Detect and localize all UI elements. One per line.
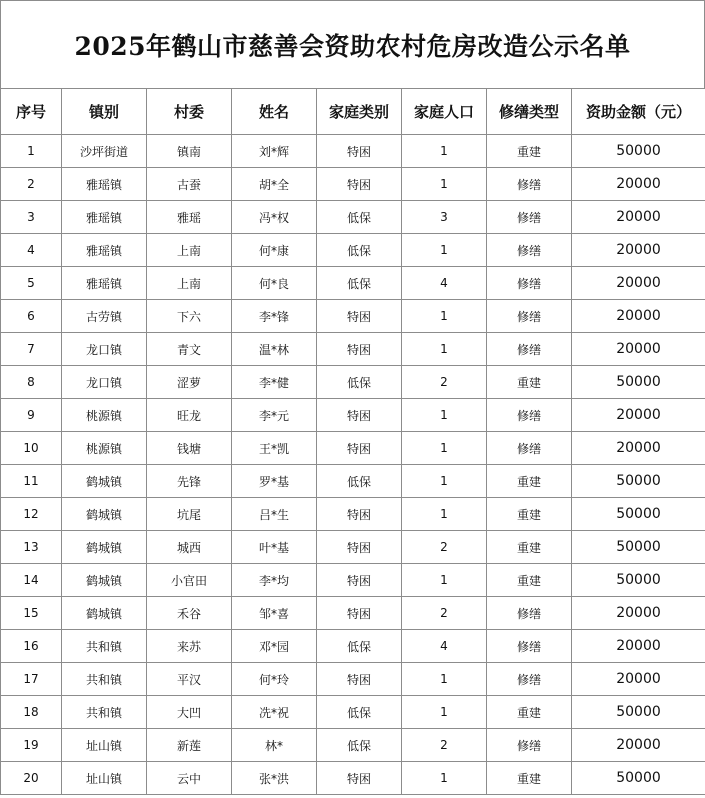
cell-family-category: 特困 bbox=[317, 531, 402, 564]
cell-repair-type: 修缮 bbox=[487, 333, 572, 366]
table-row bbox=[1, 333, 705, 366]
page-title: 2025年鹤山市慈善会资助农村危房改造公示名单 bbox=[0, 0, 705, 88]
cell-family-size: 1 bbox=[402, 168, 487, 201]
cell-town: 共和镇 bbox=[62, 663, 147, 696]
cell-seq: 11 bbox=[1, 465, 62, 498]
cell-seq: 16 bbox=[1, 630, 62, 663]
cell-family-size: 1 bbox=[402, 696, 487, 729]
cell-family-category: 特困 bbox=[317, 597, 402, 630]
table-row bbox=[1, 663, 705, 696]
cell-village: 上南 bbox=[147, 267, 232, 300]
cell-town: 雅瑶镇 bbox=[62, 267, 147, 300]
cell-family-size: 1 bbox=[402, 564, 487, 597]
table-row bbox=[1, 399, 705, 432]
cell-seq: 3 bbox=[1, 201, 62, 234]
cell-name: 林* bbox=[232, 729, 317, 762]
cell-amount: 50000 bbox=[572, 465, 705, 498]
cell-town: 沙坪街道 bbox=[62, 135, 147, 168]
cell-seq: 15 bbox=[1, 597, 62, 630]
cell-seq: 1 bbox=[1, 135, 62, 168]
cell-repair-type: 修缮 bbox=[487, 729, 572, 762]
cell-repair-type: 重建 bbox=[487, 135, 572, 168]
cell-town: 桃源镇 bbox=[62, 432, 147, 465]
column-header-village: 村委 bbox=[147, 89, 232, 135]
cell-family-size: 2 bbox=[402, 531, 487, 564]
cell-village: 禾谷 bbox=[147, 597, 232, 630]
cell-town: 鹤城镇 bbox=[62, 597, 147, 630]
cell-seq: 12 bbox=[1, 498, 62, 531]
cell-village: 云中 bbox=[147, 762, 232, 795]
cell-town: 共和镇 bbox=[62, 696, 147, 729]
cell-family-category: 低保 bbox=[317, 729, 402, 762]
cell-town: 鹤城镇 bbox=[62, 465, 147, 498]
cell-town: 鹤城镇 bbox=[62, 564, 147, 597]
cell-family-size: 1 bbox=[402, 234, 487, 267]
cell-family-category: 特困 bbox=[317, 432, 402, 465]
cell-village: 上南 bbox=[147, 234, 232, 267]
cell-town: 雅瑶镇 bbox=[62, 201, 147, 234]
cell-family-size: 4 bbox=[402, 267, 487, 300]
cell-repair-type: 修缮 bbox=[487, 432, 572, 465]
table-row bbox=[1, 465, 705, 498]
cell-family-category: 特困 bbox=[317, 663, 402, 696]
cell-seq: 2 bbox=[1, 168, 62, 201]
cell-family-category: 低保 bbox=[317, 234, 402, 267]
table-row bbox=[1, 432, 705, 465]
cell-town: 古劳镇 bbox=[62, 300, 147, 333]
cell-village: 先锋 bbox=[147, 465, 232, 498]
cell-town: 址山镇 bbox=[62, 762, 147, 795]
cell-village: 下六 bbox=[147, 300, 232, 333]
column-header-repair-type: 修缮类型 bbox=[487, 89, 572, 135]
table-row bbox=[1, 366, 705, 399]
cell-family-size: 2 bbox=[402, 366, 487, 399]
cell-name: 冯*权 bbox=[232, 201, 317, 234]
table-row bbox=[1, 762, 705, 795]
cell-amount: 20000 bbox=[572, 267, 705, 300]
cell-amount: 50000 bbox=[572, 135, 705, 168]
cell-name: 罗*基 bbox=[232, 465, 317, 498]
cell-family-size: 2 bbox=[402, 597, 487, 630]
cell-repair-type: 修缮 bbox=[487, 267, 572, 300]
table-row bbox=[1, 234, 705, 267]
table-row bbox=[1, 729, 705, 762]
cell-village: 新莲 bbox=[147, 729, 232, 762]
cell-seq: 7 bbox=[1, 333, 62, 366]
cell-repair-type: 修缮 bbox=[487, 630, 572, 663]
cell-amount: 20000 bbox=[572, 201, 705, 234]
cell-repair-type: 重建 bbox=[487, 696, 572, 729]
cell-name: 温*林 bbox=[232, 333, 317, 366]
cell-amount: 20000 bbox=[572, 234, 705, 267]
table-row bbox=[1, 597, 705, 630]
cell-family-category: 特困 bbox=[317, 399, 402, 432]
cell-name: 冼*祝 bbox=[232, 696, 317, 729]
cell-amount: 50000 bbox=[572, 498, 705, 531]
cell-family-category: 特困 bbox=[317, 168, 402, 201]
cell-family-size: 1 bbox=[402, 432, 487, 465]
cell-repair-type: 重建 bbox=[487, 366, 572, 399]
cell-town: 桃源镇 bbox=[62, 399, 147, 432]
cell-village: 涩萝 bbox=[147, 366, 232, 399]
cell-village: 镇南 bbox=[147, 135, 232, 168]
cell-village: 青文 bbox=[147, 333, 232, 366]
table-row bbox=[1, 696, 705, 729]
table-body bbox=[1, 135, 705, 795]
cell-family-category: 低保 bbox=[317, 465, 402, 498]
cell-town: 雅瑶镇 bbox=[62, 234, 147, 267]
cell-family-size: 4 bbox=[402, 630, 487, 663]
cell-seq: 17 bbox=[1, 663, 62, 696]
cell-town: 址山镇 bbox=[62, 729, 147, 762]
cell-family-category: 特困 bbox=[317, 762, 402, 795]
table-row bbox=[1, 267, 705, 300]
cell-amount: 20000 bbox=[572, 729, 705, 762]
cell-amount: 20000 bbox=[572, 663, 705, 696]
cell-amount: 20000 bbox=[572, 168, 705, 201]
cell-repair-type: 重建 bbox=[487, 465, 572, 498]
cell-family-category: 特困 bbox=[317, 564, 402, 597]
cell-village: 钱塘 bbox=[147, 432, 232, 465]
cell-village: 大凹 bbox=[147, 696, 232, 729]
cell-village: 来苏 bbox=[147, 630, 232, 663]
cell-amount: 50000 bbox=[572, 564, 705, 597]
table-row bbox=[1, 201, 705, 234]
cell-seq: 4 bbox=[1, 234, 62, 267]
table-row bbox=[1, 300, 705, 333]
table-row bbox=[1, 564, 705, 597]
cell-repair-type: 重建 bbox=[487, 564, 572, 597]
cell-name: 何*良 bbox=[232, 267, 317, 300]
cell-family-category: 低保 bbox=[317, 267, 402, 300]
cell-name: 李*均 bbox=[232, 564, 317, 597]
cell-family-category: 低保 bbox=[317, 201, 402, 234]
table-row bbox=[1, 135, 705, 168]
cell-repair-type: 修缮 bbox=[487, 201, 572, 234]
cell-village: 雅瑶 bbox=[147, 201, 232, 234]
table-row bbox=[1, 630, 705, 663]
cell-seq: 6 bbox=[1, 300, 62, 333]
cell-repair-type: 重建 bbox=[487, 762, 572, 795]
cell-amount: 20000 bbox=[572, 399, 705, 432]
column-header-seq: 序号 bbox=[1, 89, 62, 135]
cell-seq: 20 bbox=[1, 762, 62, 795]
cell-repair-type: 修缮 bbox=[487, 399, 572, 432]
cell-seq: 5 bbox=[1, 267, 62, 300]
cell-amount: 50000 bbox=[572, 762, 705, 795]
cell-name: 何*康 bbox=[232, 234, 317, 267]
cell-village: 小官田 bbox=[147, 564, 232, 597]
cell-family-category: 低保 bbox=[317, 630, 402, 663]
cell-family-size: 1 bbox=[402, 498, 487, 531]
cell-name: 邹*喜 bbox=[232, 597, 317, 630]
cell-name: 何*玲 bbox=[232, 663, 317, 696]
cell-family-size: 3 bbox=[402, 201, 487, 234]
cell-family-size: 1 bbox=[402, 135, 487, 168]
column-header-family-category: 家庭类别 bbox=[317, 89, 402, 135]
cell-name: 吕*生 bbox=[232, 498, 317, 531]
cell-seq: 8 bbox=[1, 366, 62, 399]
cell-seq: 10 bbox=[1, 432, 62, 465]
cell-family-category: 特困 bbox=[317, 498, 402, 531]
cell-family-size: 1 bbox=[402, 465, 487, 498]
cell-amount: 50000 bbox=[572, 696, 705, 729]
cell-seq: 18 bbox=[1, 696, 62, 729]
table-row bbox=[1, 168, 705, 201]
cell-family-size: 2 bbox=[402, 729, 487, 762]
cell-family-category: 特困 bbox=[317, 135, 402, 168]
table-row bbox=[1, 498, 705, 531]
cell-name: 张*洪 bbox=[232, 762, 317, 795]
cell-name: 李*元 bbox=[232, 399, 317, 432]
cell-family-category: 低保 bbox=[317, 366, 402, 399]
cell-seq: 19 bbox=[1, 729, 62, 762]
cell-amount: 20000 bbox=[572, 432, 705, 465]
cell-repair-type: 修缮 bbox=[487, 300, 572, 333]
cell-name: 李*健 bbox=[232, 366, 317, 399]
table-row bbox=[1, 531, 705, 564]
cell-repair-type: 重建 bbox=[487, 531, 572, 564]
cell-name: 刘*辉 bbox=[232, 135, 317, 168]
beneficiary-table bbox=[0, 88, 705, 795]
cell-amount: 20000 bbox=[572, 300, 705, 333]
cell-amount: 20000 bbox=[572, 333, 705, 366]
column-header-family-size: 家庭人口 bbox=[402, 89, 487, 135]
cell-seq: 14 bbox=[1, 564, 62, 597]
cell-repair-type: 修缮 bbox=[487, 168, 572, 201]
cell-town: 鹤城镇 bbox=[62, 531, 147, 564]
cell-town: 共和镇 bbox=[62, 630, 147, 663]
cell-family-size: 1 bbox=[402, 333, 487, 366]
cell-repair-type: 修缮 bbox=[487, 663, 572, 696]
cell-amount: 20000 bbox=[572, 597, 705, 630]
cell-town: 龙口镇 bbox=[62, 333, 147, 366]
cell-name: 叶*基 bbox=[232, 531, 317, 564]
cell-family-category: 特困 bbox=[317, 300, 402, 333]
cell-name: 王*凯 bbox=[232, 432, 317, 465]
cell-seq: 13 bbox=[1, 531, 62, 564]
cell-village: 平汉 bbox=[147, 663, 232, 696]
cell-repair-type: 重建 bbox=[487, 498, 572, 531]
cell-amount: 20000 bbox=[572, 630, 705, 663]
cell-family-category: 特困 bbox=[317, 333, 402, 366]
cell-town: 龙口镇 bbox=[62, 366, 147, 399]
cell-family-size: 1 bbox=[402, 663, 487, 696]
column-header-name: 姓名 bbox=[232, 89, 317, 135]
cell-town: 雅瑶镇 bbox=[62, 168, 147, 201]
cell-village: 坑尾 bbox=[147, 498, 232, 531]
cell-family-category: 低保 bbox=[317, 696, 402, 729]
cell-repair-type: 修缮 bbox=[487, 597, 572, 630]
cell-repair-type: 修缮 bbox=[487, 234, 572, 267]
cell-name: 邓*园 bbox=[232, 630, 317, 663]
cell-village: 城西 bbox=[147, 531, 232, 564]
cell-village: 古蚕 bbox=[147, 168, 232, 201]
cell-amount: 50000 bbox=[572, 366, 705, 399]
column-header-amount: 资助金额（元） bbox=[572, 89, 705, 135]
cell-name: 胡*全 bbox=[232, 168, 317, 201]
cell-name: 李*锋 bbox=[232, 300, 317, 333]
cell-village: 旺龙 bbox=[147, 399, 232, 432]
table-header-row bbox=[1, 89, 705, 135]
cell-family-size: 1 bbox=[402, 300, 487, 333]
cell-amount: 50000 bbox=[572, 531, 705, 564]
cell-seq: 9 bbox=[1, 399, 62, 432]
cell-family-size: 1 bbox=[402, 762, 487, 795]
cell-family-size: 1 bbox=[402, 399, 487, 432]
cell-town: 鹤城镇 bbox=[62, 498, 147, 531]
column-header-town: 镇别 bbox=[62, 89, 147, 135]
